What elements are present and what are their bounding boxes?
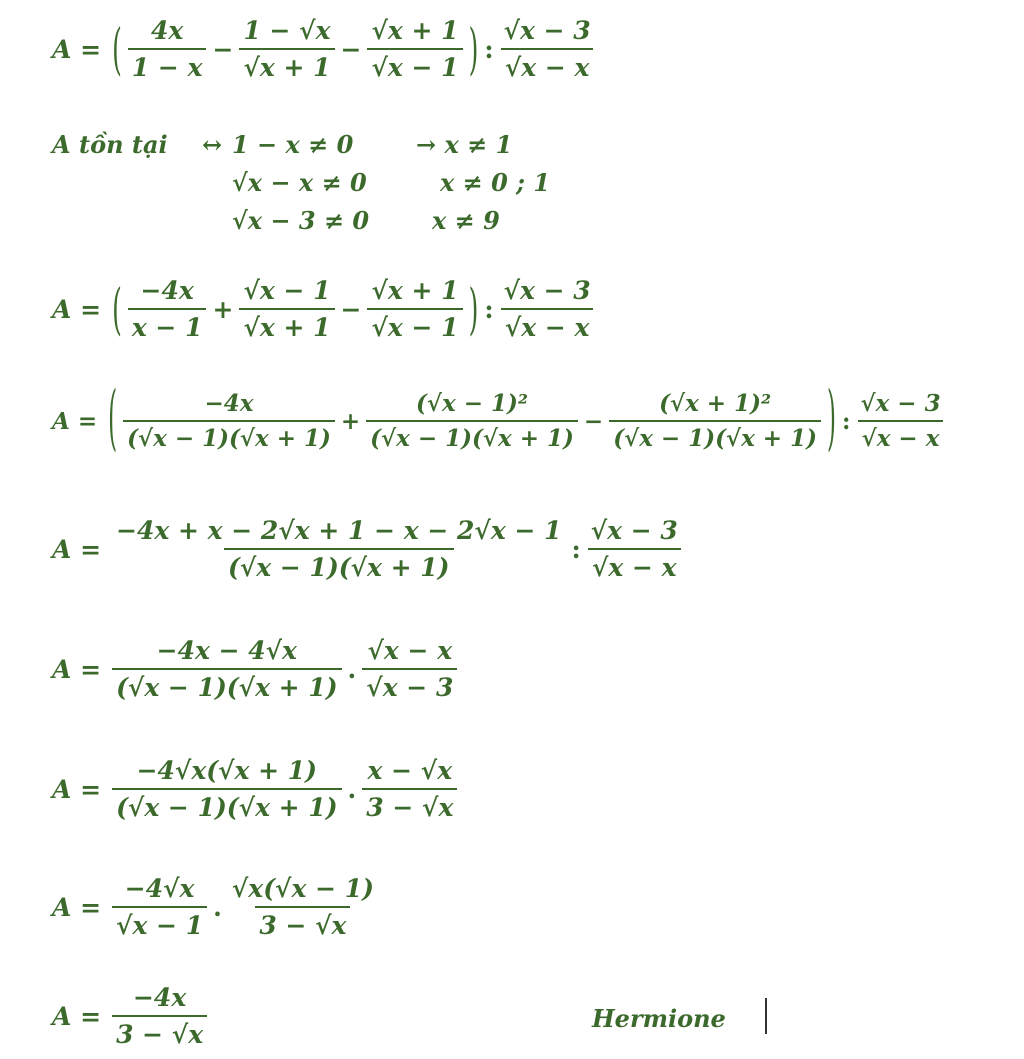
multiply-dot: . [213, 892, 222, 922]
condition-expr: 1 − x ≠ 0 [232, 130, 354, 159]
fraction [587, 518, 682, 580]
denominator: √x − 1 [367, 48, 462, 80]
denominator: √x − 1 [367, 308, 462, 340]
denominator: (√x − 1)(√x + 1) [224, 548, 453, 580]
equation-4 [52, 518, 685, 580]
denominator: 3 − √x [112, 1015, 207, 1047]
close-paren: ) [468, 17, 479, 81]
numerator: 1 − √x [243, 16, 331, 45]
denominator: (√x − 1)(√x + 1) [123, 420, 335, 450]
numerator: −4x − 4√x [156, 636, 297, 665]
close-paren: ) [826, 379, 836, 460]
denominator: √x + 1 [239, 308, 334, 340]
equation-5 [52, 638, 460, 700]
numerator: −4√x(√x + 1) [136, 756, 318, 785]
fraction [128, 18, 207, 80]
fraction [856, 392, 944, 450]
fraction [112, 638, 341, 700]
equation-lhs: A = [52, 774, 102, 804]
numerator: −4x [140, 276, 194, 305]
operator: + [340, 407, 361, 435]
denominator: (√x − 1)(√x + 1) [366, 420, 578, 450]
numerator: −4x + x − 2√x + 1 − x − 2√x − 1 [116, 516, 562, 545]
denominator: √x − 3 [362, 668, 457, 700]
fraction [362, 638, 457, 700]
open-paren: ( [112, 17, 122, 81]
denominator: 3 − √x [362, 788, 457, 820]
fraction [239, 278, 334, 340]
fraction [367, 18, 462, 80]
numerator: √x + 1 [371, 276, 459, 305]
author-signature: Hermione [592, 1004, 726, 1033]
numerator: −4x [132, 983, 187, 1012]
equation-8 [52, 985, 210, 1047]
division-operator: : [484, 34, 494, 64]
numerator: x − √x [367, 756, 453, 785]
division-operator: : [841, 407, 851, 435]
condition-arrow: ↔ [202, 130, 223, 159]
open-paren: ( [112, 277, 122, 341]
open-paren: ( [108, 379, 118, 460]
condition-result: x ≠ 0 ; 1 [440, 168, 551, 197]
fraction [228, 876, 378, 938]
denominator: x − 1 [128, 308, 207, 340]
fraction [112, 518, 565, 580]
equation-lhs: A = [52, 534, 102, 564]
operator: + [212, 294, 234, 324]
numerator: (√x − 1)² [416, 390, 529, 417]
equation-2 [52, 278, 598, 340]
numerator: −4x [204, 390, 254, 417]
numerator: √x − 1 [243, 276, 331, 305]
text-cursor [765, 998, 767, 1034]
fraction [609, 392, 821, 450]
equation-lhs: A = [52, 654, 102, 684]
operator: − [340, 34, 362, 64]
fraction [500, 18, 595, 80]
numerator: √x(√x − 1) [231, 874, 374, 903]
fraction [367, 278, 462, 340]
condition-result: → x ≠ 1 [416, 130, 513, 159]
equation-3 [52, 379, 948, 460]
equation-lhs: A = [52, 892, 102, 922]
equation-7 [52, 876, 381, 938]
fraction [112, 876, 207, 938]
equation-lhs: A = [52, 294, 102, 324]
division-operator: : [484, 294, 494, 324]
fraction [500, 278, 595, 340]
operator: − [212, 34, 234, 64]
numerator: √x − 3 [503, 16, 591, 45]
condition-expr: √x − 3 ≠ 0 [232, 206, 370, 235]
operator: − [583, 407, 604, 435]
fraction [366, 392, 578, 450]
equation-lhs: A = [52, 1001, 102, 1031]
numerator: √x − 3 [503, 276, 591, 305]
operator: − [340, 294, 362, 324]
fraction [112, 985, 207, 1047]
numerator: √x − 3 [590, 516, 678, 545]
division-operator: : [571, 534, 581, 564]
equation-lhs: A = [52, 34, 102, 64]
numerator: √x + 1 [371, 16, 459, 45]
denominator: 1 − x [128, 48, 207, 80]
denominator: √x − x [858, 420, 944, 450]
denominator: √x − x [501, 48, 594, 80]
fraction [128, 278, 207, 340]
denominator: √x − x [501, 308, 594, 340]
fraction [123, 392, 335, 450]
numerator: (√x + 1)² [659, 390, 772, 417]
condition-expr: √x − x ≠ 0 [232, 168, 367, 197]
close-paren: ) [468, 277, 479, 341]
denominator: √x − 1 [112, 906, 207, 938]
denominator: (√x − 1)(√x + 1) [112, 788, 341, 820]
denominator: (√x − 1)(√x + 1) [112, 668, 341, 700]
equation-6 [52, 758, 460, 820]
conditions-label: A tồn tại [52, 130, 168, 159]
fraction [112, 758, 341, 820]
numerator: √x − x [367, 636, 453, 665]
multiply-dot: . [347, 774, 357, 804]
fraction [362, 758, 457, 820]
condition-result: x ≠ 9 [432, 206, 500, 235]
fraction [239, 18, 334, 80]
denominator: 3 − √x [255, 906, 350, 938]
equation-lhs: A = [52, 407, 98, 435]
numerator: −4√x [124, 874, 195, 903]
denominator: √x − x [588, 548, 681, 580]
multiply-dot: . [347, 654, 357, 684]
equation-1 [52, 18, 598, 80]
denominator: (√x − 1)(√x + 1) [609, 420, 821, 450]
numerator: √x − 3 [860, 390, 941, 417]
numerator: 4x [151, 16, 184, 45]
denominator: √x + 1 [239, 48, 334, 80]
